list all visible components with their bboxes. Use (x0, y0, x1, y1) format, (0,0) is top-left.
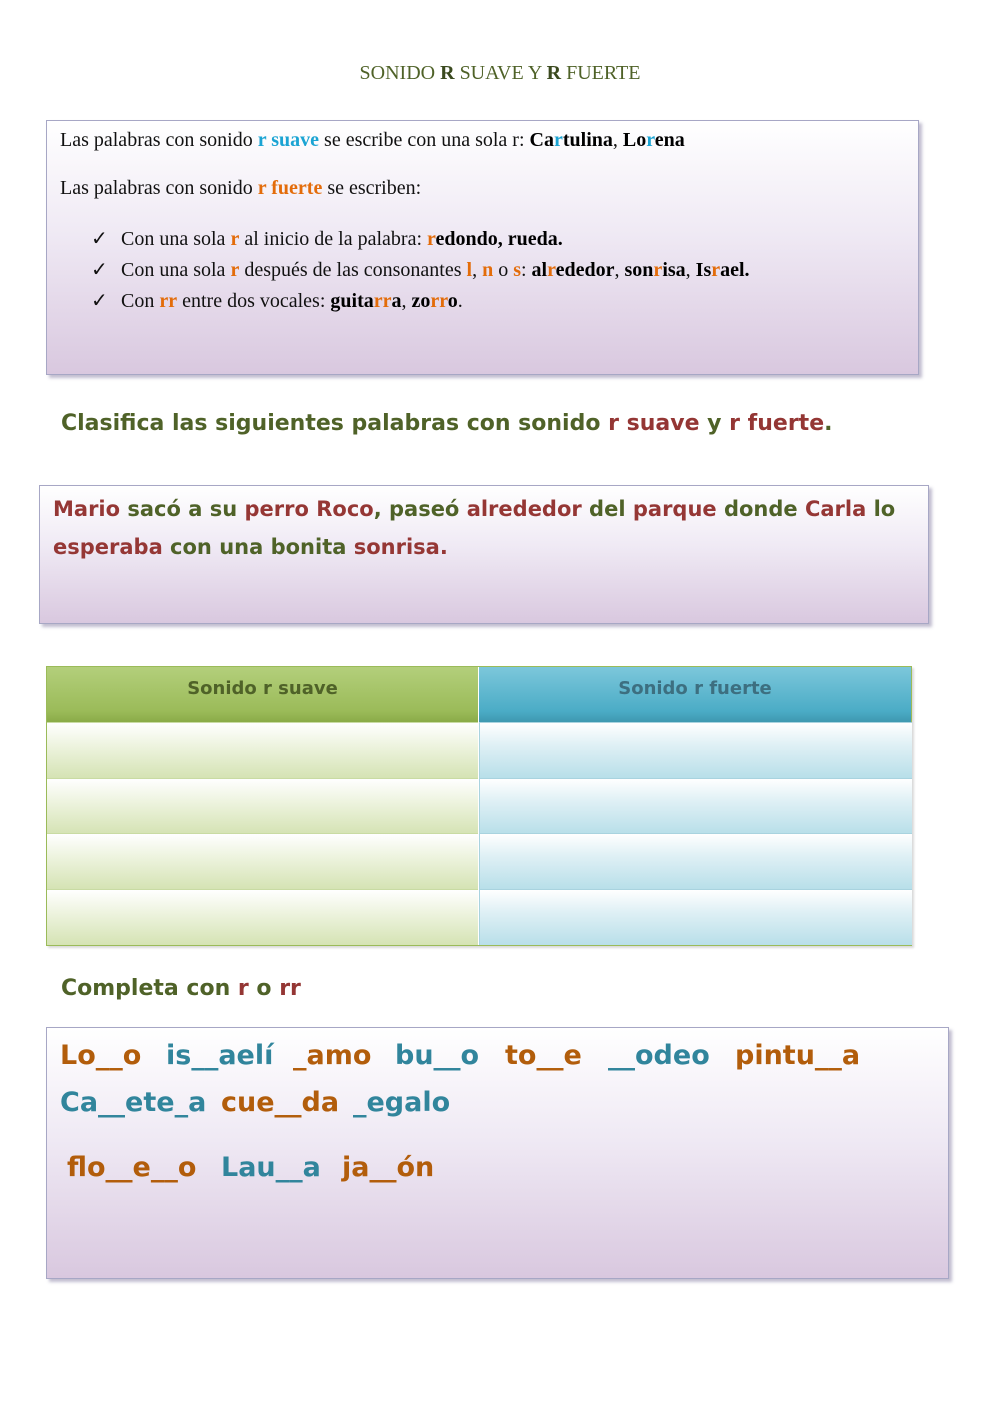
check-icon: ✓ (91, 259, 108, 281)
rule-item-3: ✓ Con rr entre dos vocales: guitarra, zorro. (91, 290, 463, 312)
answer-cell-strong[interactable] (479, 778, 912, 834)
answer-cell-soft[interactable] (47, 778, 478, 834)
answer-cell-soft[interactable] (47, 889, 478, 945)
instruction-complete: Completa con r o rr (61, 976, 301, 1001)
fill-word[interactable]: Ca__ete_a (60, 1087, 207, 1118)
fill-word[interactable]: bu__o (395, 1040, 480, 1071)
answer-cell-soft[interactable] (47, 833, 478, 889)
check-icon: ✓ (91, 228, 108, 250)
check-icon: ✓ (91, 290, 108, 312)
column-header-soft: Sonido r suave (47, 667, 478, 722)
fill-word[interactable]: Lo__o (60, 1040, 142, 1071)
fill-word[interactable]: ja__ón (342, 1152, 435, 1183)
rule-intro-soft: Las palabras con sonido r suave se escribe con una sola r: Cartulina, Lorena (60, 129, 685, 151)
instruction-classify: Clasifica las siguientes palabras con sonido r suave y r fuerte. (61, 411, 833, 436)
fill-word[interactable]: flo__e__o (67, 1152, 197, 1183)
fill-word[interactable]: is__aelí (166, 1040, 274, 1071)
fill-word[interactable]: cue__da (221, 1087, 340, 1118)
fill-word[interactable]: __odeo (608, 1040, 710, 1071)
answer-cell-strong[interactable] (479, 833, 912, 889)
fill-word[interactable]: pintu__a (735, 1040, 861, 1071)
answer-cell-strong[interactable] (479, 722, 912, 778)
answer-cell-strong[interactable] (479, 889, 912, 945)
fill-word[interactable]: to__e (505, 1040, 582, 1071)
fill-word[interactable]: _amo (293, 1040, 372, 1071)
rule-intro-strong: Las palabras con sonido r fuerte se escriben: (60, 177, 422, 199)
fill-in-words-box (46, 1027, 949, 1279)
column-header-strong: Sonido r fuerte (479, 667, 911, 722)
rule-item-2: ✓ Con una sola r después de las consonantes l, n o s: alrededor, sonrisa, Israel. (91, 259, 750, 281)
rules-box (46, 120, 919, 375)
page-title: SONIDO R SUAVE Y R FUERTE (359, 62, 641, 84)
story-line-2: esperaba con una bonita sonrisa. (53, 535, 448, 559)
fill-word[interactable]: Lau__a (221, 1152, 321, 1183)
answer-cell-soft[interactable] (47, 722, 478, 778)
story-line-1: Mario sacó a su perro Roco, paseó alrededor del parque donde Carla lo (53, 497, 896, 521)
story-box (39, 485, 929, 624)
classification-table (46, 666, 912, 946)
fill-word[interactable]: _egalo (353, 1087, 451, 1118)
rule-item-1: ✓ Con una sola r al inicio de la palabra: redondo, rueda. (91, 228, 563, 250)
